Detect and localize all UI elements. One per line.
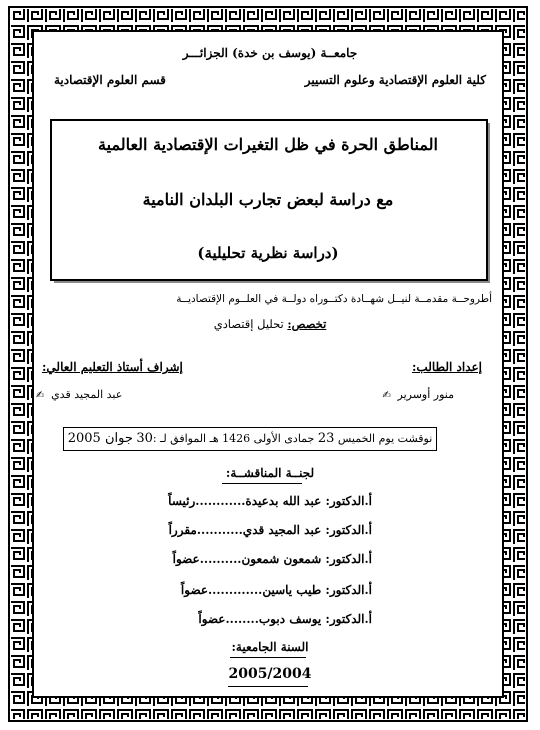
defense-gregorian-rest: جوان 2005 xyxy=(67,431,133,446)
title-line-3: (دراسة نظرية تحليلية) xyxy=(197,244,339,262)
supervision-label: إشراف أستاذ التعليم العالي: xyxy=(42,360,183,374)
committee-member: أ.الدكتور: طيب ياسين.............عضواً xyxy=(180,583,372,597)
committee-member: أ.الدكتور: عبد الله بدعيدة............رئيساً xyxy=(168,494,372,508)
specialty-label: تخصص: xyxy=(287,317,327,331)
department-name: قسم العلوم الإقتصادية xyxy=(54,73,166,87)
academic-year-underline-2 xyxy=(228,686,308,687)
academic-year-underline xyxy=(230,657,306,658)
student-name: منور أوسرير xyxy=(397,388,454,401)
committee-title: لجنــة المناقشــة: xyxy=(225,466,315,480)
title-line-2: مع دراسة لبعض تجارب البلدان النامية xyxy=(142,190,394,209)
specialty-value: تحليل إقتصادي xyxy=(213,317,284,331)
committee-underline xyxy=(222,483,302,484)
defense-day: 23 xyxy=(317,431,335,446)
thesis-degree-note: أطروحــة مقدمــة لنيــل شهــادة دكتــوراه دولــة في العلــوم الإقتصاديــة xyxy=(176,293,492,305)
pen-hand-icon: ✍ xyxy=(382,390,394,401)
defense-prefix: نوقشت يوم الخميس xyxy=(337,432,433,445)
supervisor-name: عبد المجيد قدي xyxy=(51,388,123,401)
defense-gregorian-day: 30 xyxy=(136,431,153,446)
defense-middle: الموافق لـ : xyxy=(152,432,207,445)
committee-member: أ.الدكتور: عبد المجيد قدي...........مقرراً xyxy=(168,523,372,537)
preparation-label: إعداد الطالب: xyxy=(411,360,482,374)
defense-date xyxy=(63,431,437,447)
committee-member: أ.الدكتور: شمعون شمعون..........عضواً xyxy=(172,552,372,566)
university-name: جامعــة (يوسف بن خدة) الجزائـــر xyxy=(182,46,358,60)
faculty-name: كلية العلوم الإقتصادية وعلوم التسيير xyxy=(304,73,486,87)
pen-hand-icon: ✍ xyxy=(36,390,48,401)
academic-year-label: السنة الجامعية: xyxy=(231,640,309,654)
student-name-row xyxy=(382,388,454,402)
specialty xyxy=(0,318,540,332)
defense-hijri: جمادى الأولى 1426 هـ xyxy=(209,432,315,445)
title-line-1: المناطق الحرة في ظل التغيرات الإقتصادية العالمية xyxy=(98,135,438,154)
supervisor-name-row xyxy=(36,388,122,402)
committee-member: أ.الدكتور: يوسف دبوب........عضواً xyxy=(198,612,372,626)
academic-year-value: 2005/2004 xyxy=(228,666,312,682)
